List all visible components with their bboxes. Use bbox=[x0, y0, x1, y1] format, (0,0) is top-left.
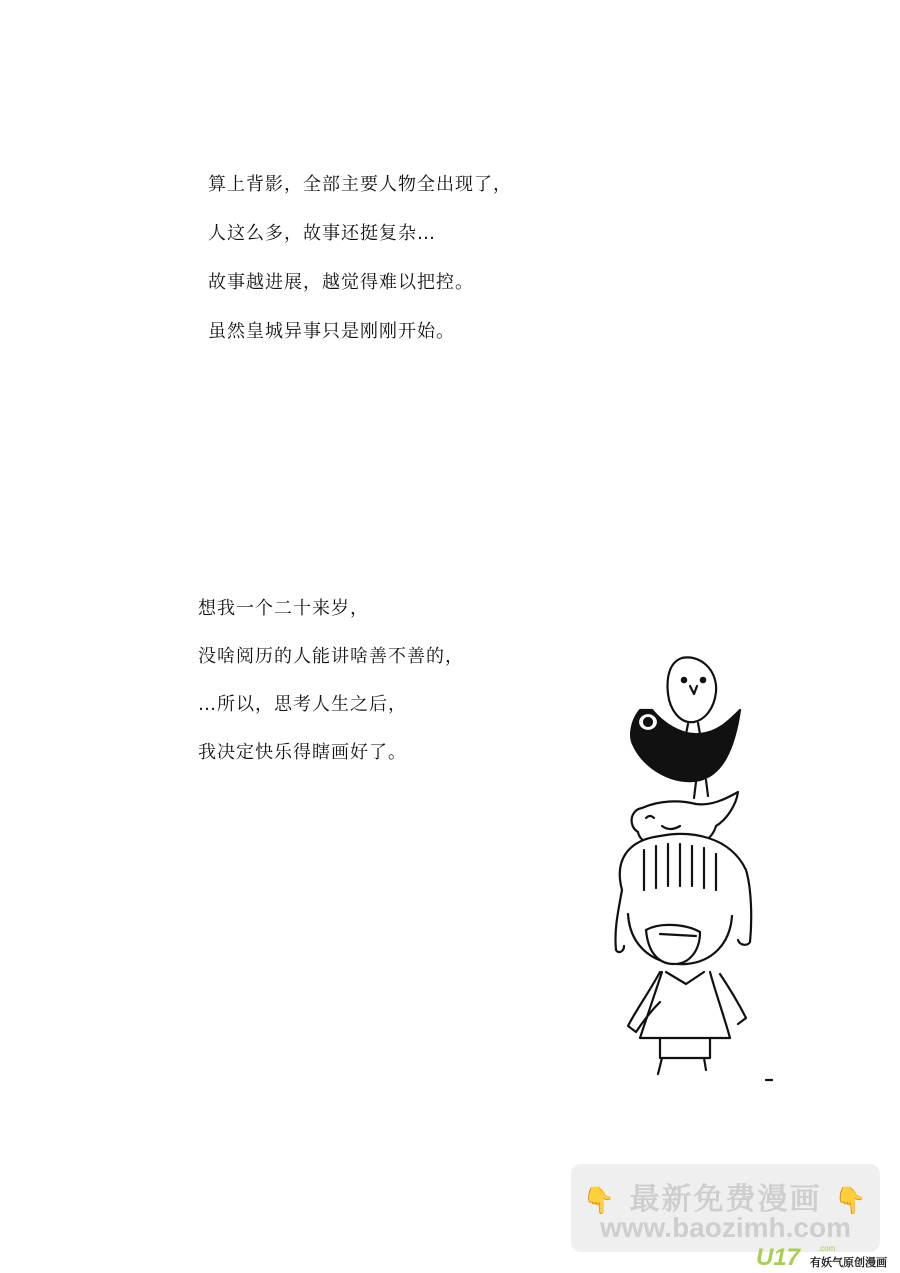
text-line: 想我一个二十来岁， bbox=[198, 598, 369, 619]
text-block-2 bbox=[198, 600, 464, 792]
watermark-url: www.baozimh.com bbox=[600, 1212, 851, 1243]
black-bird-icon bbox=[631, 710, 740, 798]
text-block-1 bbox=[208, 176, 512, 372]
white-bird-icon bbox=[668, 657, 717, 734]
text-line: 我决定快乐得瞎画好了。 bbox=[198, 742, 407, 763]
watermark-banner bbox=[571, 1164, 880, 1252]
text-line: 没啥阅历的人能讲啥善不善的， bbox=[198, 646, 464, 667]
u17-brand: U17 bbox=[756, 1244, 801, 1271]
text-line: …所以，思考人生之后， bbox=[198, 694, 407, 715]
pointing-down-hand-icon: 👇 bbox=[833, 1186, 869, 1216]
text-line: 人这么多，故事还挺复杂… bbox=[208, 223, 436, 244]
u17-domain: .com bbox=[818, 1244, 836, 1253]
u17-slogan: 有妖气原创漫画 bbox=[810, 1256, 887, 1269]
pointing-down-hand-icon: 👇 bbox=[582, 1186, 618, 1216]
text-line: 虽然皇城异事只是刚刚开始。 bbox=[208, 321, 455, 342]
girl-body-icon bbox=[628, 972, 772, 1080]
u17-logo bbox=[756, 1244, 887, 1271]
text-line: 算上背影，全部主要人物全出现了， bbox=[208, 174, 512, 195]
chibi-girl-with-birds-illustration bbox=[600, 650, 780, 1090]
text-line: 故事越进展，越觉得难以把控。 bbox=[208, 272, 474, 293]
girl-head-icon bbox=[615, 834, 751, 964]
watermark-title: 最新免费漫画 bbox=[629, 1182, 822, 1217]
